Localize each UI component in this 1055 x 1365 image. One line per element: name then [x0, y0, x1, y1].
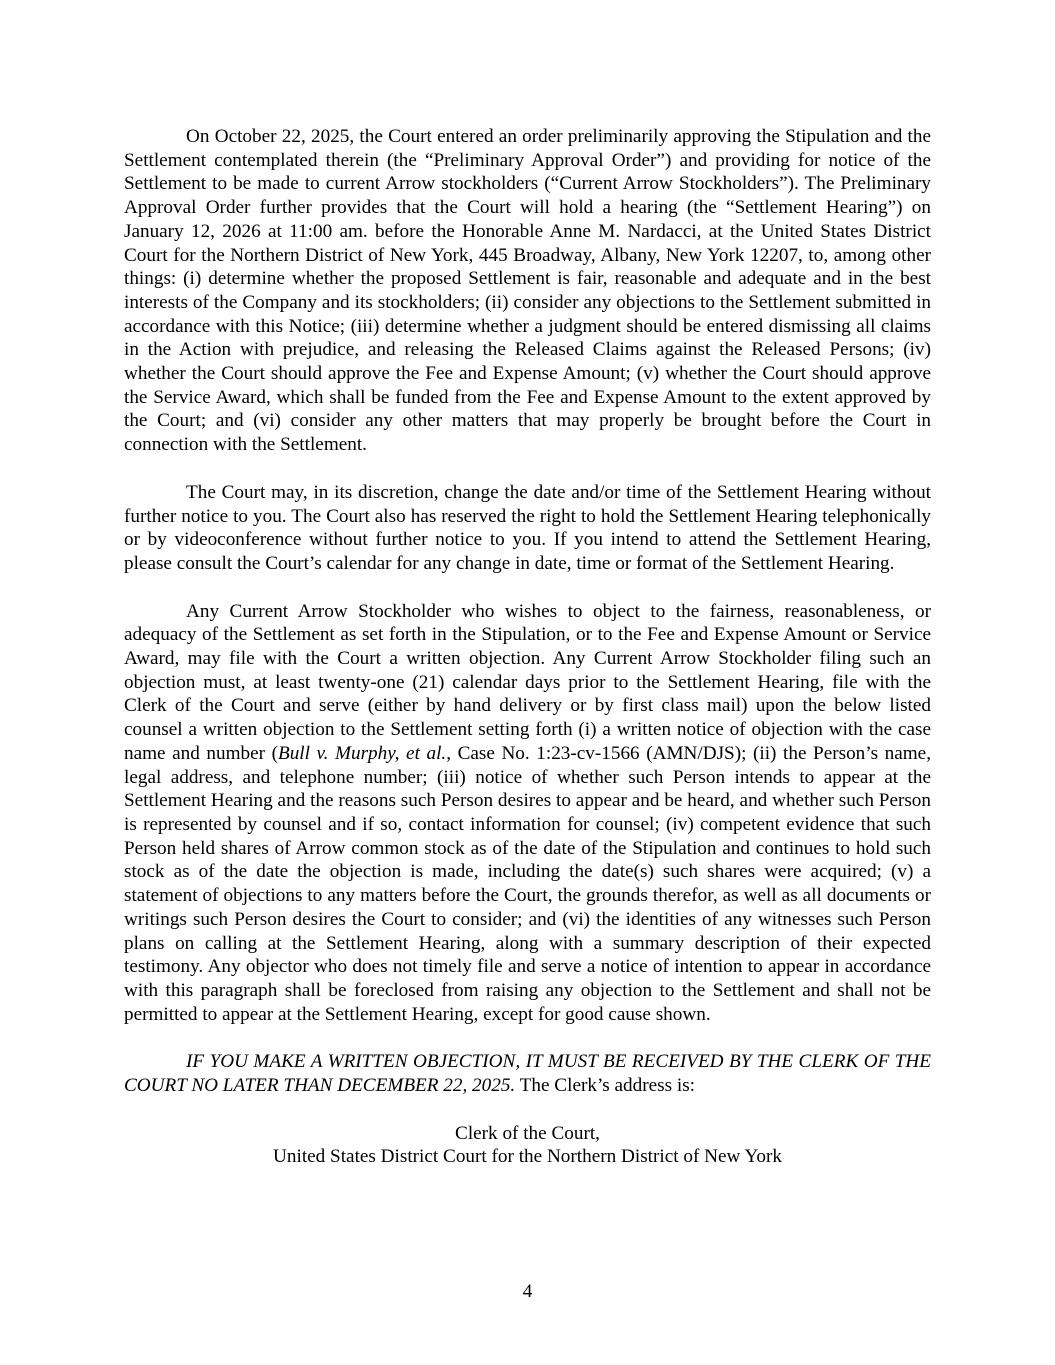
- objection-deadline-notice: IF YOU MAKE A WRITTEN OBJECTION, IT MUST BE RECEIVED BY THE CLERK OF THE COURT NO LATER THAN DECEMBER 22, 2025.: [124, 1051, 931, 1097]
- page-number: 4: [522, 1281, 533, 1302]
- clerk-address-intro: The Clerk’s address is:: [515, 1075, 696, 1097]
- clerk-address-line1: Clerk of the Court,: [455, 1122, 600, 1144]
- objection-text-part2: , Case No. 1:23-cv-1566 (AMN/DJS); (ii) the Person’s name, legal address, and telephone number; (iii) notice of whether such Person intends to appear at the Settlement Hearing and the reasons such Person desires to appear and be heard, and whether such Person is represented by counsel and if so, contact information for counsel; (iv) competent evidence that such Person held shares of Arrow common stock as of the date of the Stipulation and continues to hold such stock as of the date the objection is made, including the date(s) such shares were acquired; (v) a statement of objections to any matters before the Court, the grounds therefor, as well as all documents or writings such Person desires the Court to consider; and (vi) the identities of any witnesses such Person plans on calling at the Settlement Hearing, along with a summary description of their expected testimony. Any objector who does not timely file and serve a notice of intention to appear in accordance with this paragraph shall be foreclosed from raising any objection to the Settlement and shall not be permitted to appear at the Settlement Hearing, except for good cause shown.: [124, 742, 931, 1025]
- paragraph-preliminary-approval-text: On October 22, 2025, the Court entered an order preliminarily approving the Stipulation and the Settlement contemplated therein (the “Preliminary Approval Order”) and providing for notice of the Settlement to be made to current Arrow stockholders (“Current Arrow Stockholders”). The Preliminary Approval Order further provides that the Court will hold a hearing (the “Settlement Hearing”) on January 12, 2026 at 11:00 am. before the Honorable Anne M. Nardacci, at the United States District Court for the Northern District of New York, 445 Broadway, Albany, New York 12207, to, among other things: (i) determine whether the proposed Settlement is fair, reasonable and adequate and in the best interests of the Company and its stockholders; (ii) consider any objections to the Settlement submitted in accordance with this Notice; (iii) determine whether a judgment should be entered dismissing all claims in the Action with prejudice, and releasing the Released Claims against the Released Persons; (iv) whether the Court should approve the Fee and Expense Amount; (v) whether the Court should approve the Service Award, which shall be funded from the Fee and Expense Amount to the extent approved by the Court; and (vi) consider any other matters that may properly be brought before the Court in connection with the Settlement.: [124, 126, 931, 456]
- paragraph-objection-requirements: [124, 600, 931, 1027]
- paragraph-hearing-changes: [124, 481, 931, 576]
- paragraph-preliminary-approval: [124, 125, 931, 457]
- objection-text-part1: Any Current Arrow Stockholder who wishes to object to the fairness, reasonableness, or adequacy of the Settlement as set forth in the Stipulation, or to the Fee and Expense Amount or Service Award, may file with the Court a written objection. Any Current Arrow Stockholder filing such an objection must, at least twenty-one (21) calendar days prior to the Settlement Hearing, file with the Clerk of the Court and serve (either by hand delivery or by first class mail) upon the below listed counsel a written objection to the Settlement setting forth (i) a written notice of objection with the case name and number (: [124, 600, 931, 764]
- case-name: Bull v. Murphy, et al.: [277, 742, 447, 764]
- paragraph-hearing-changes-text: The Court may, in its discretion, change the date and/or time of the Settlement Hearing without further notice to you. The Court also has reserved the right to hold the Settlement Hearing telephonically or by videoconference without further notice to you. If you intend to attend the Settlement Hearing, please consult the Court’s calendar for any change in date, time or format of the Settlement Hearing.: [124, 481, 931, 574]
- clerk-address-block: [124, 1122, 931, 1169]
- paragraph-objection-deadline: [124, 1050, 931, 1097]
- document-body: [124, 125, 931, 1169]
- clerk-address-line2: United States District Court for the Northern District of New York: [273, 1146, 782, 1168]
